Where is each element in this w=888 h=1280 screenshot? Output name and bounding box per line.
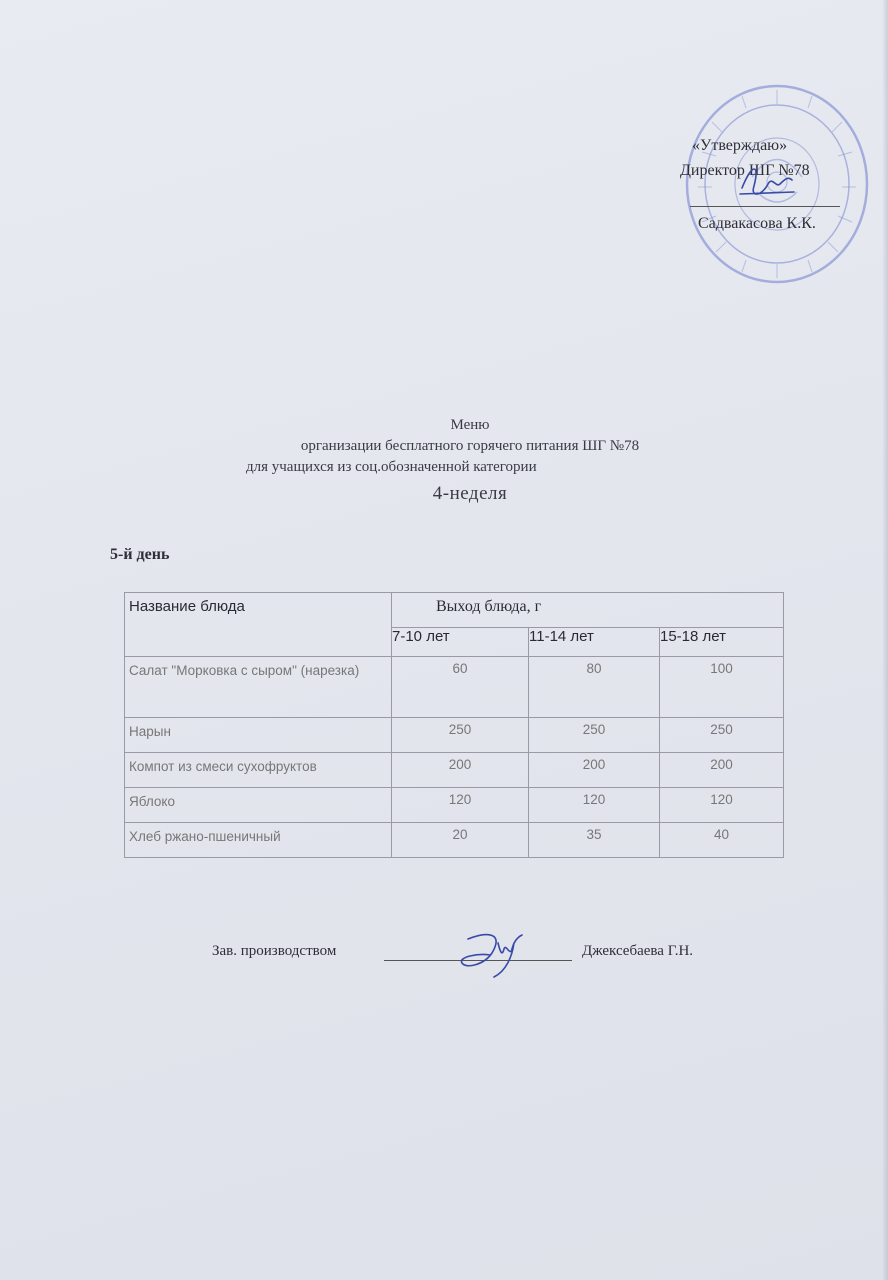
- title-menu: Меню: [450, 417, 490, 433]
- production-head-name: Джексебаева Г.Н.: [582, 943, 694, 959]
- dish-output-value: 200: [660, 753, 784, 788]
- dish-name: Хлеб ржано-пшеничный: [125, 823, 392, 858]
- header-age-group: 7-10 лет: [392, 628, 529, 657]
- dish-output-value: 250: [660, 718, 784, 753]
- page-edge-shadow: [882, 0, 888, 1280]
- production-head-label: Зав. производством: [212, 943, 337, 959]
- table-row: [125, 788, 784, 823]
- title-organization: организации бесплатного горячего питания ШГ №78: [300, 438, 640, 454]
- approval-position: Директор ШГ №78: [680, 162, 810, 179]
- dish-name: Яблоко: [125, 788, 392, 823]
- day-label: 5-й день: [110, 546, 170, 563]
- menu-table: [124, 592, 784, 858]
- header-output: Выход блюда, г: [392, 593, 784, 628]
- header-age-group: 15-18 лет: [660, 628, 784, 657]
- production-head-signature: [448, 923, 538, 981]
- dish-output-value: 60: [392, 657, 529, 718]
- dish-output-value: 250: [392, 718, 529, 753]
- table-row: [125, 753, 784, 788]
- footer-signature-block: [212, 943, 772, 983]
- dish-output-value: 20: [392, 823, 529, 858]
- title-week: 4-неделя: [432, 483, 508, 504]
- dish-name: Компот из смеси сухофруктов: [125, 753, 392, 788]
- dish-output-value: 200: [529, 753, 660, 788]
- document-title: [240, 416, 700, 506]
- dish-output-value: 250: [529, 718, 660, 753]
- header-dish-name: Название блюда: [125, 593, 392, 657]
- dish-output-value: 80: [529, 657, 660, 718]
- dish-output-value: 120: [529, 788, 660, 823]
- dish-name: Нарын: [125, 718, 392, 753]
- table-row: [125, 657, 784, 718]
- dish-output-value: 35: [529, 823, 660, 858]
- title-category: для учащихся из соц.обозначенной категории: [246, 459, 537, 475]
- dish-output-value: 200: [392, 753, 529, 788]
- approval-heading: «Утверждаю»: [692, 137, 788, 154]
- dish-output-value: 100: [660, 657, 784, 718]
- header-age-group: 11-14 лет: [529, 628, 660, 657]
- approval-director-name: Садвакасова К.К.: [698, 215, 816, 232]
- director-signature: [732, 158, 802, 208]
- table-row: [125, 823, 784, 858]
- dish-output-value: 120: [392, 788, 529, 823]
- dish-name: Салат "Морковка с сыром" (нарезка): [125, 657, 392, 718]
- table-row: [125, 718, 784, 753]
- dish-output-value: 120: [660, 788, 784, 823]
- table-header-row: [125, 593, 784, 628]
- dish-output-value: 40: [660, 823, 784, 858]
